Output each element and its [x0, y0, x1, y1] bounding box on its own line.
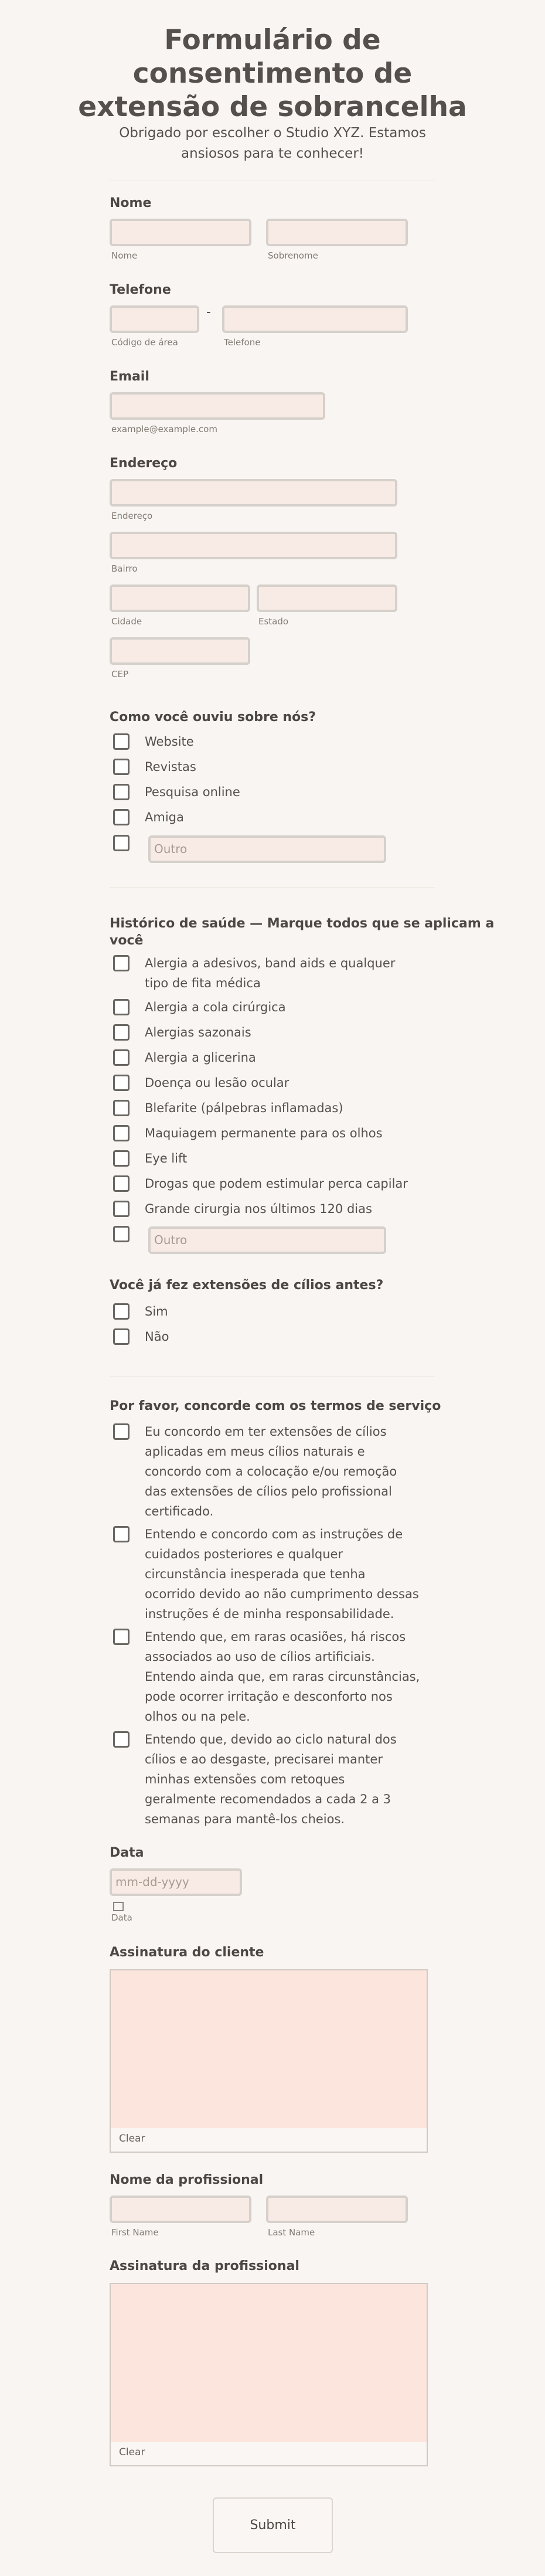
previous-extensions-option-label: Sim — [145, 1304, 168, 1318]
health-option-label: Doença ou lesão ocular — [145, 1076, 289, 1090]
address-label: Endereço — [110, 456, 178, 471]
terms-line: olhos ou na pele. — [145, 1710, 250, 1724]
state-sublabel: Estado — [258, 616, 289, 627]
health-option-label: Eye lift — [145, 1151, 188, 1165]
previous-extensions-option-label: Não — [145, 1330, 169, 1344]
city-sublabel: Cidade — [111, 616, 142, 627]
professional-signature-clear-button[interactable]: Clear — [111, 2442, 427, 2465]
divider — [110, 887, 435, 888]
terms-line: certificado. — [145, 1504, 214, 1518]
health-adhesive-allergy-checkbox[interactable] — [113, 955, 130, 971]
health-history-label-line-2: você — [110, 933, 144, 948]
calendar-icon[interactable] — [113, 1902, 124, 1911]
divider — [110, 1376, 435, 1377]
health-option-label: Alergia a cola cirúrgica — [145, 1000, 286, 1014]
terms-line: pode ocorrer irritação e desconforto nos — [145, 1690, 393, 1704]
form-title-line-3: extensão de sobrancelha — [78, 91, 467, 123]
professional-last-name-sublabel: Last Name — [268, 2227, 315, 2238]
phone-number-input[interactable] — [222, 305, 408, 333]
terms-risks-checkbox[interactable] — [113, 1629, 130, 1645]
first-name-input[interactable] — [110, 219, 251, 246]
health-permanent-makeup-checkbox[interactable] — [113, 1125, 130, 1141]
phone-label: Telefone — [110, 283, 171, 297]
terms-aftercare-text — [145, 1524, 419, 1624]
professional-first-name-input[interactable] — [110, 2196, 251, 2223]
street-address-input[interactable] — [110, 479, 397, 507]
heard-website-checkbox[interactable] — [113, 733, 130, 750]
terms-maintenance-text — [145, 1729, 397, 1829]
heard-option-label: Amiga — [145, 810, 184, 824]
heard-magazines-checkbox[interactable] — [113, 759, 130, 775]
professional-signature-pad[interactable] — [110, 2283, 428, 2466]
health-option-line-2: tipo de fita médica — [145, 976, 261, 990]
submit-button[interactable]: Submit — [213, 2497, 333, 2553]
state-input[interactable] — [257, 584, 397, 612]
heard-option-label: Website — [145, 735, 194, 749]
terms-line: circunstância inesperada que tenha — [145, 1567, 366, 1581]
heard-friend-checkbox[interactable] — [113, 809, 130, 825]
terms-line: Entendo que, em raras ocasiões, há riscos — [145, 1630, 406, 1644]
health-other-checkbox[interactable] — [113, 1226, 130, 1242]
terms-line: Entendo que, devido ao ciclo natural dos — [145, 1732, 397, 1746]
health-option-label: Alergia a glicerina — [145, 1051, 256, 1065]
terms-line: das extensões de cílios pelo profissional — [145, 1484, 392, 1498]
terms-line: minhas extensões com retoques — [145, 1772, 345, 1786]
health-history-label — [110, 915, 494, 949]
health-option-label: Maquiagem permanente para os olhos — [145, 1126, 383, 1140]
health-eye-lift-checkbox[interactable] — [113, 1150, 130, 1167]
terms-line: associados ao uso de cílios artificiais. — [145, 1650, 375, 1664]
client-signature-clear-button[interactable]: Clear — [111, 2128, 427, 2152]
health-major-surgery-checkbox[interactable] — [113, 1201, 130, 1217]
street-address-sublabel: Endereço — [111, 511, 153, 521]
form-title-line-1: Formulário de — [164, 24, 381, 56]
health-option-label: Blefarite (pálpebras inflamadas) — [145, 1101, 343, 1115]
first-name-sublabel: Nome — [111, 250, 138, 261]
phone-area-code-sublabel: Código de área — [111, 337, 178, 348]
heard-other-input[interactable]: Outro — [148, 835, 386, 863]
email-sublabel: example@example.com — [111, 424, 217, 434]
terms-consent-text — [145, 1422, 397, 1521]
professional-first-name-sublabel: First Name — [111, 2227, 159, 2238]
terms-risks-text — [145, 1627, 420, 1727]
email-label: Email — [110, 369, 149, 384]
client-signature-pad[interactable] — [110, 1969, 428, 2153]
heard-option-label: Revistas — [145, 760, 196, 774]
health-glycerin-allergy-checkbox[interactable] — [113, 1049, 130, 1066]
terms-consent-checkbox[interactable] — [113, 1423, 130, 1440]
date-label: Data — [110, 1846, 144, 1860]
email-input[interactable] — [110, 392, 325, 420]
terms-line: Eu concordo em ter extensões de cílios — [145, 1425, 387, 1439]
city-input[interactable] — [110, 584, 250, 612]
health-option-label: Drogas que podem estimular perca capilar — [145, 1177, 408, 1191]
heard-about-label: Como você ouviu sobre nós? — [110, 710, 316, 725]
terms-label: Por favor, concorde com os termos de serviço — [110, 1399, 441, 1413]
last-name-input[interactable] — [266, 219, 408, 246]
health-hair-loss-drugs-checkbox[interactable] — [113, 1175, 130, 1192]
previous-extensions-label: Você já fez extensões de cílios antes? — [110, 1278, 384, 1293]
last-name-sublabel: Sobrenome — [268, 250, 318, 261]
health-blepharitis-checkbox[interactable] — [113, 1100, 130, 1116]
district-input[interactable] — [110, 532, 397, 559]
form-subtitle-line-1: Obrigado por escolher o Studio XYZ. Estamos — [119, 125, 426, 141]
health-option-label: Grande cirurgia nos últimos 120 dias — [145, 1202, 372, 1216]
terms-line: geralmente recomendados a cada 2 a 3 — [145, 1792, 391, 1806]
terms-line: cílios e ao desgaste, precisarei manter — [145, 1752, 383, 1766]
health-seasonal-allergy-checkbox[interactable] — [113, 1024, 130, 1041]
date-sublabel: Data — [111, 1912, 132, 1923]
form-subtitle-line-2: ansiosos para te conhecer! — [181, 146, 364, 161]
terms-line: semanas para mantê-los cheios. — [145, 1812, 345, 1826]
district-sublabel: Bairro — [111, 563, 138, 574]
heard-option-label: Pesquisa online — [145, 785, 240, 799]
form-title — [59, 23, 486, 124]
client-signature-label: Assinatura do cliente — [110, 1945, 264, 1960]
terms-maintenance-checkbox[interactable] — [113, 1731, 130, 1748]
phone-area-code-input[interactable] — [110, 305, 199, 333]
name-label: Nome — [110, 196, 152, 210]
terms-line: instruções é de minha responsabilidade. — [145, 1607, 394, 1621]
professional-signature-label: Assinatura da profissional — [110, 2259, 299, 2273]
previous-extensions-no-checkbox[interactable] — [113, 1328, 130, 1345]
zip-code-input[interactable] — [110, 637, 250, 665]
health-eye-disease-checkbox[interactable] — [113, 1075, 130, 1091]
terms-line: concordo com a colocação e/ou remoção — [145, 1464, 397, 1479]
form-subtitle — [59, 123, 486, 164]
professional-last-name-input[interactable] — [266, 2196, 408, 2223]
terms-line: ocorrido devido ao não cumprimento dessas — [145, 1587, 419, 1601]
form-title-line-2: consentimento de — [132, 57, 413, 90]
phone-number-sublabel: Telefone — [224, 337, 261, 348]
terms-aftercare-checkbox[interactable] — [113, 1526, 130, 1542]
date-input[interactable]: mm-dd-yyyy — [110, 1868, 242, 1896]
heard-online-search-checkbox[interactable] — [113, 784, 130, 800]
health-surgical-glue-checkbox[interactable] — [113, 999, 130, 1015]
professional-name-label: Nome da profissional — [110, 2173, 264, 2187]
terms-line: aplicadas em meus cílios naturais e — [145, 1445, 365, 1459]
terms-line: cuidados posteriores e qualquer — [145, 1547, 343, 1561]
health-option-line-1: Alergia a adesivos, band aids e qualquer — [145, 956, 396, 970]
phone-separator: - — [206, 305, 211, 320]
health-option-label: Alergias sazonais — [145, 1025, 251, 1039]
heard-other-checkbox[interactable] — [113, 835, 130, 851]
previous-extensions-yes-checkbox[interactable] — [113, 1303, 130, 1320]
health-other-input[interactable]: Outro — [148, 1226, 386, 1254]
health-history-label-line-1: Histórico de saúde — Marque todos que se aplicam a — [110, 916, 495, 931]
terms-line: Entendo e concordo com as instruções de — [145, 1527, 403, 1541]
health-option-label — [145, 953, 395, 993]
zip-code-sublabel: CEP — [111, 669, 128, 679]
terms-line: Entendo ainda que, em raras circunstâncias, — [145, 1670, 420, 1684]
